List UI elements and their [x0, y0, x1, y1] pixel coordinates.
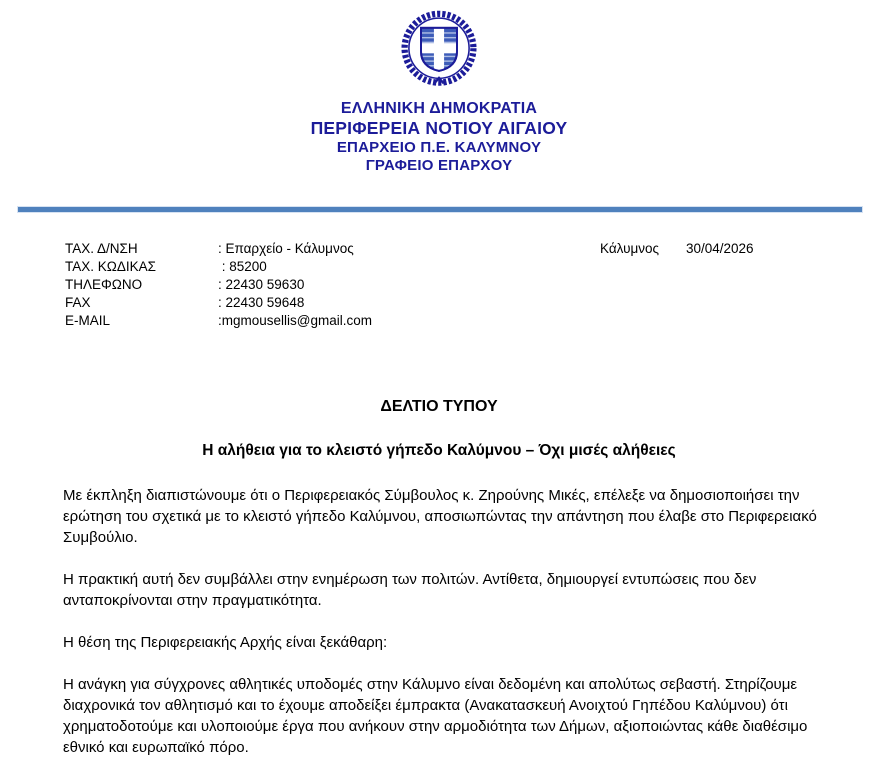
contact-label: ΤΑΧ. Δ/ΝΣΗ — [65, 241, 138, 256]
paragraph-4: Η ανάγκη για σύγχρονες αθλητικές υποδομές στην Κάλυμνο είναι δεδομένη και απολύτως σεβαστή. Στηρίζουμε διαχρονικά τον αθλητισμό και το έχουμε αποδείξει έμπρακτα (Ανακατασκευή Ανοιχτού Γηπέδου Καλύμνου) ότι χρηματοδοτούμε και υλοποιούμε έργα που ανήκουν στην αρμοδιότητα των Δήμων, αξιοποιώντας κάθε διαθέσιμο εθνικό και ευρωπαϊκό πόρο. — [63, 676, 808, 756]
contact-row-fax — [65, 294, 878, 312]
header-line-eparchy: ΕΠΑΡΧΕΙΟ Π.Ε. ΚΑΛΥΜΝΟΥ — [336, 139, 542, 156]
dateline-date: 30/04/2026 — [686, 241, 754, 256]
header-divider-rule — [18, 207, 862, 212]
paragraph-1: Με έκπληξη διαπιστώνουμε ότι ο Περιφερειακός Σύμβουλος κ. Ζηρούνης Μικές, επέλεξε να δημοσιοποιήσει την ερώτηση του σχετικά με το κλειστό γήπεδο Καλύμνου, αποσιωπώντας την απάντηση που έλαβε στο Περιφερειακό Συμβούλιο. — [63, 487, 817, 546]
letterhead — [0, 0, 878, 175]
contact-row-phone — [65, 276, 878, 294]
paragraph-3: Η θέση της Περιφερειακής Αρχής είναι ξεκάθαρη: — [63, 634, 388, 651]
dateline — [600, 240, 754, 258]
contact-row-address — [65, 240, 878, 258]
contact-row-postal-code — [65, 258, 878, 276]
greek-emblem-icon — [399, 6, 479, 92]
dateline-place: Κάλυμνος — [600, 241, 659, 256]
contact-block — [0, 240, 878, 330]
header-line-region: ΠΕΡΙΦΕΡΕΙΑ ΝΟΤΙΟΥ ΑΙΓΑΙΟΥ — [310, 118, 568, 138]
header-line-office: ΓΡΑΦΕΙΟ ΕΠΑΡΧΟΥ — [365, 157, 513, 174]
contact-value: : 85200 — [218, 259, 267, 274]
contact-label: FAX — [65, 295, 91, 310]
contact-value: : Επαρχείο - Κάλυμνος — [218, 241, 354, 256]
contact-value: : 22430 59648 — [218, 295, 305, 310]
paragraph-2: Η πρακτική αυτή δεν συμβάλλει στην ενημέρωση των πολιτών. Αντίθετα, δημιουργεί εντυπώσεις που δεν ανταποκρίνονται στην πραγματικότητα. — [63, 571, 757, 609]
contact-value: :mgmousellis@gmail.com — [218, 313, 372, 328]
contact-row-email — [65, 312, 878, 330]
contact-value: : 22430 59630 — [218, 277, 305, 292]
press-release-title: ΔΕΛΤΙΟ ΤΥΠΟΥ — [380, 398, 498, 415]
press-release-body — [63, 485, 820, 758]
press-release-subtitle: Η αλήθεια για το κλειστό γήπεδο Καλύμνου – Όχι μισές αλήθειες — [202, 442, 676, 459]
header-line-republic: ΕΛΛΗΝΙΚΗ ΔΗΜΟΚΡΑΤΙΑ — [340, 100, 538, 117]
contact-label: ΤΗΛΕΦΩΝΟ — [65, 277, 143, 292]
contact-label: ΤΑΧ. ΚΩΔΙΚΑΣ — [65, 259, 156, 274]
contact-label: E-MAIL — [65, 313, 111, 328]
